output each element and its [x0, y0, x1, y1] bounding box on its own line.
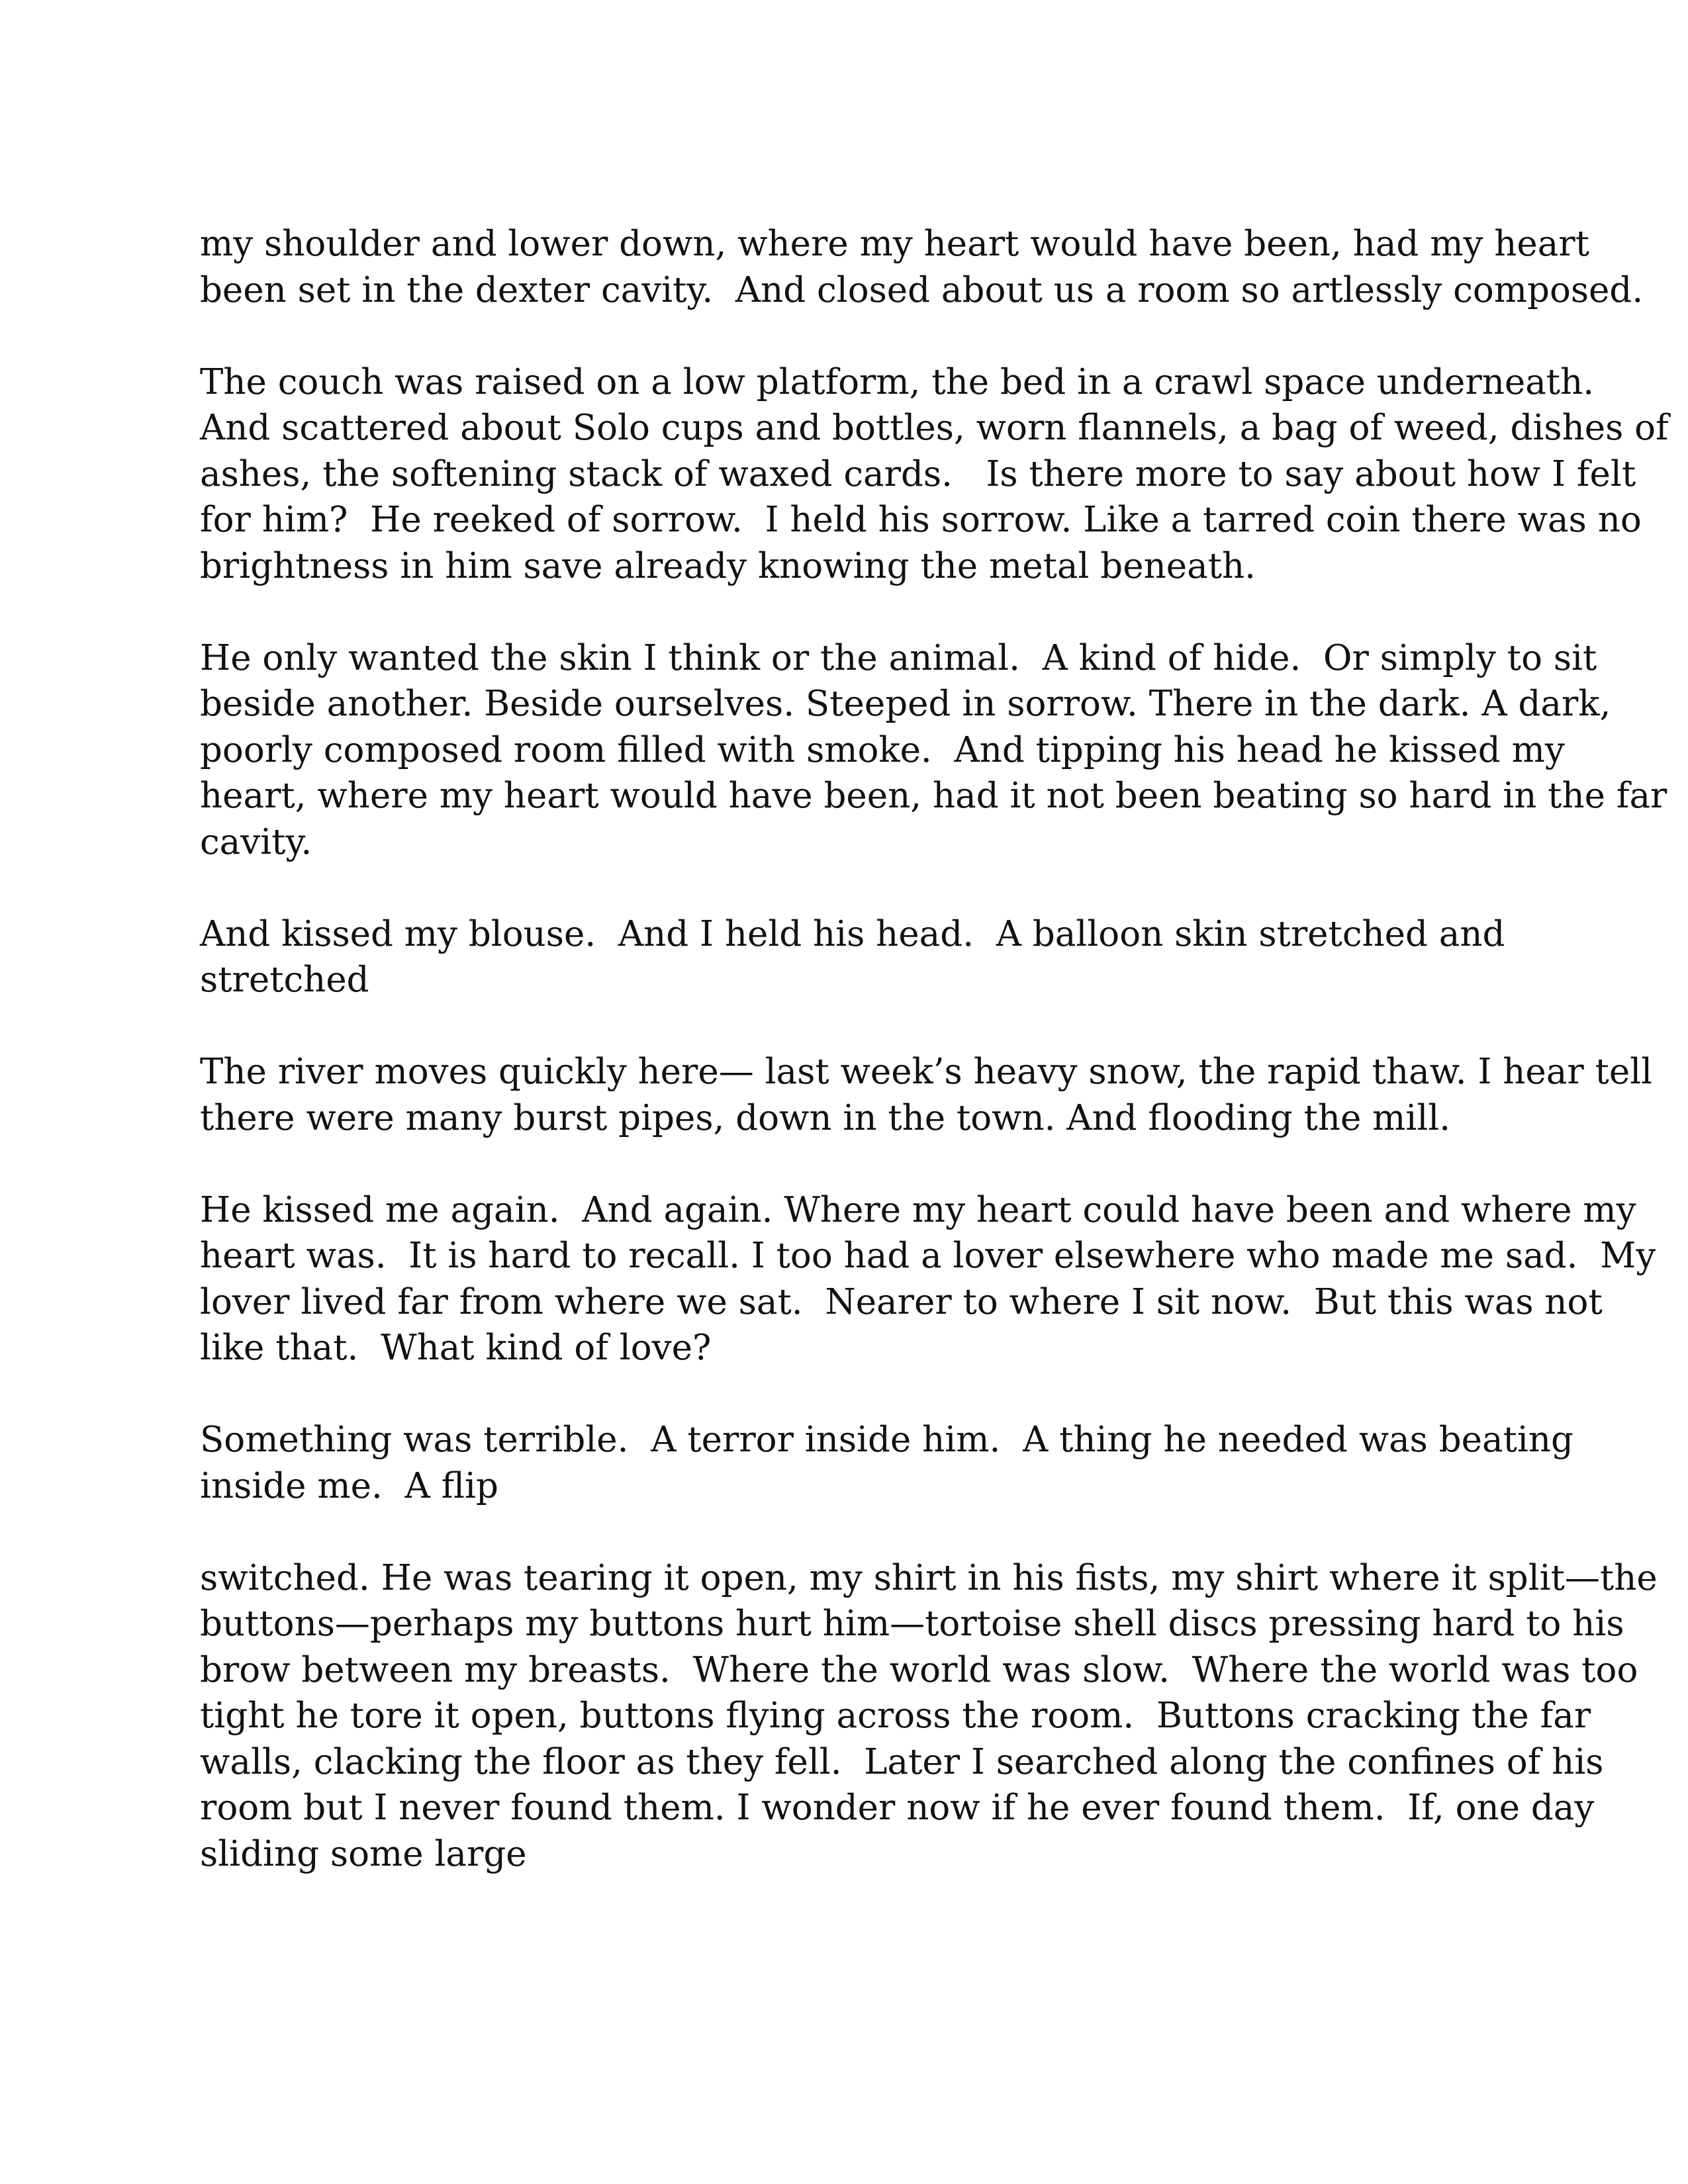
text-line: poorly composed room filled with smoke. And tipping his head he kissed my [200, 729, 1565, 770]
paragraph [200, 359, 1669, 590]
text-line: my shoulder and lower down, where my heart would have been, had my heart [200, 224, 1589, 264]
text-line: sliding some large [200, 1833, 527, 1874]
text-line: switched. He was tearing it open, my shirt in his fists, my shirt where it split—the [200, 1557, 1658, 1598]
text-line: been set in the dexter cavity. And closed about us a room so artlessly composed. [200, 269, 1644, 310]
text-line: And kissed my blouse. And I held his head. A balloon skin stretched and [200, 913, 1505, 954]
text-line: there were many burst pipes, down in the town. And flooding the mill. [200, 1097, 1451, 1138]
text-line: heart was. It is hard to recall. I too had a lover elsewhere who made me sad. My [200, 1236, 1656, 1276]
paragraph [200, 221, 1644, 313]
text-line: lover lived far from where we sat. Nearer to where I sit now. But this was not [200, 1281, 1603, 1322]
text-line: brow between my breasts. Where the world was slow. Where the world was too [200, 1649, 1638, 1690]
paragraph [200, 911, 1610, 1003]
text-line: ashes, the softening stack of waxed cards. Is there more to say about how I felt [200, 453, 1636, 494]
text-line: buttons—perhaps my buttons hurt him—tortoise shell discs pressing hard to his [200, 1604, 1624, 1644]
text-line: inside me. A flip [200, 1465, 498, 1506]
text-line: He only wanted the skin I think or the animal. A kind of hide. Or simply to sit [200, 637, 1597, 678]
text-line: beside another. Beside ourselves. Steeped in sorrow. There in the dark. A dark, [200, 684, 1611, 724]
text-line: heart, where my heart would have been, had it not been beating so hard in the far [200, 776, 1667, 816]
paragraph [200, 1187, 1656, 1371]
paragraph [200, 1555, 1658, 1878]
text-line: The river moves quickly here— last week’s heavy snow, the rapid thaw. I hear tell [200, 1052, 1653, 1092]
text-line: stretched [200, 960, 369, 1000]
text-line: cavity. [200, 821, 312, 862]
text-line: brightness in him save already knowing the metal beneath. [200, 545, 1256, 586]
text-line: for him? He reeked of sorrow. I held his sorrow. Like a tarred coin there was no [200, 500, 1642, 540]
text-line: walls, clacking the floor as they fell. Later I searched along the confines of his [200, 1741, 1604, 1782]
paragraph [200, 635, 1667, 866]
text-line: tight he tore it open, buttons flying across the room. Buttons cracking the far [200, 1696, 1591, 1736]
text-line: like that. What kind of love? [200, 1328, 712, 1368]
text-line: He kissed me again. And again. Where my heart could have been and where my [200, 1189, 1636, 1230]
text-line: The couch was raised on a low platform, the bed in a crawl space underneath. [200, 361, 1595, 402]
text-line: room but I never found them. I wonder now if he ever found them. If, one day [200, 1788, 1595, 1828]
document-body [200, 221, 1669, 1877]
paragraph [200, 1049, 1653, 1141]
text-line: And scattered about Solo cups and bottles, worn flannels, a bag of weed, dishes of [200, 408, 1669, 448]
paragraph [200, 1417, 1610, 1509]
text-line: Something was terrible. A terror inside him. A thing he needed was beating [200, 1420, 1573, 1460]
